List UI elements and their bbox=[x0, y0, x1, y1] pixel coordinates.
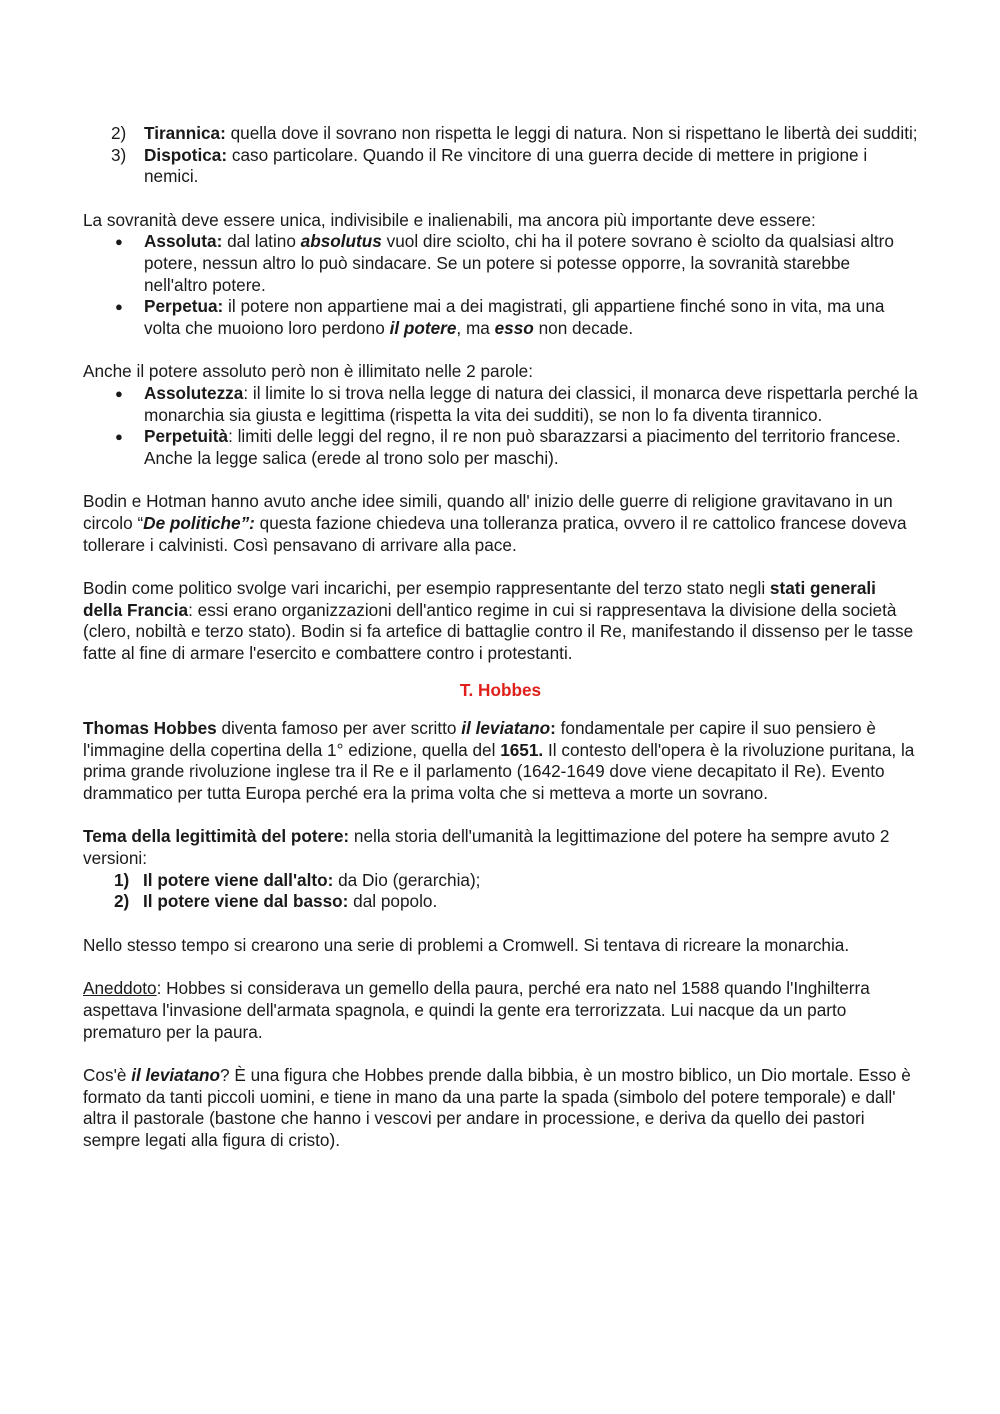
term-stati-generali: stati generali della Francia bbox=[83, 578, 876, 620]
list-number: 2) bbox=[111, 123, 127, 143]
term-legittimita: Tema della legittimità del potere: bbox=[83, 826, 350, 847]
term-absolutus: absolutus bbox=[300, 231, 382, 252]
list-number: 2) bbox=[114, 891, 130, 912]
emphasis: il potere bbox=[389, 317, 457, 338]
item-text: quella dove il sovrano non rispetta le leggi di natura. Non si rispettano le libertà dei sudditi; bbox=[225, 123, 918, 143]
text-run: : il limite lo si trova nella legge di natura dei classici, il monarca deve rispettarla perché la monarchia sia giusta e legittima (rispetta la vita dei sudditi), se non lo fa diventa tirannico. bbox=[144, 382, 918, 425]
text-run: dal popolo. bbox=[348, 891, 438, 912]
term-dispotica: Dispotica: bbox=[144, 144, 228, 165]
list-item bbox=[83, 426, 918, 469]
term-assolutezza: Assolutezza bbox=[144, 382, 244, 403]
emphasis: il leviatano bbox=[461, 718, 551, 739]
list-number: 3) bbox=[111, 144, 127, 165]
paragraph-leviatano bbox=[83, 1065, 918, 1151]
year: 1651. bbox=[500, 739, 544, 760]
text-run: Bodin e Hotman hanno avuto anche idee simili, quando all' inizio delle guerre di religione gravitavano in un circolo “ bbox=[83, 491, 893, 533]
legittimita-list bbox=[83, 870, 918, 913]
term-perpetuita: Perpetuità bbox=[144, 426, 229, 447]
document-body bbox=[83, 123, 918, 1152]
text-run: : essi erano organizzazioni dell'antico regime in cui si rappresentava la divisione della società (clero, nobiltà e terzo stato). Bodin si fa artefice di battaglie contro il Re, manifestando il dissenso per le tasse fatte al fine di armare l'esercito e combattere contro i protestanti. bbox=[83, 599, 914, 663]
text-run: nella storia dell'umanità la legittimazione del potere ha sempre avuto 2 versioni: bbox=[83, 826, 890, 869]
text-run: dal latino bbox=[222, 231, 301, 252]
term-tirannica: Tirannica: bbox=[144, 123, 226, 143]
limiti-list bbox=[83, 383, 918, 469]
list-item bbox=[83, 891, 918, 913]
term-alto: Il potere viene dall'alto: bbox=[143, 869, 334, 890]
paragraph-cromwell: Nello stesso tempo si crearono una serie di problemi a Cromwell. Si tentava di ricreare la monarchia. bbox=[83, 934, 850, 955]
text-run: Il contesto dell'opera è la rivoluzione puritana, la prima grande rivoluzione inglese tra il Re e il parlamento (1642-1649 dove viene decapitato il Re). Evento drammatico per tutta Europa perché era la prima volta che si metteva a morte un sovrano. bbox=[83, 739, 915, 803]
list-item bbox=[83, 383, 918, 426]
bullet-icon: ● bbox=[115, 385, 123, 401]
list-item bbox=[83, 296, 918, 339]
forms-list bbox=[83, 123, 918, 188]
term-assoluta: Assoluta: bbox=[144, 231, 223, 252]
paragraph-hobbes-intro bbox=[83, 718, 918, 804]
text-run: : Hobbes si considerava un gemello della paura, perché era nato nel 1588 quando l'Inghilterra aspettava l'invasione dell'armata spagnola, e quindi la gente era terrorizzata. Lui nacque da un parto prematuro per la paura. bbox=[83, 978, 870, 1042]
text-run: il potere non appartiene mai a dei magistrati, gli appartiene finché sono in vita, ma una volta che muoiono loro perdono bbox=[144, 296, 885, 338]
bullet-icon: ● bbox=[115, 429, 123, 445]
list-item bbox=[83, 145, 918, 188]
list-item bbox=[83, 231, 918, 296]
paragraph-bodin-politico bbox=[83, 578, 918, 664]
emphasis: il leviatano bbox=[131, 1065, 221, 1086]
list-item bbox=[83, 870, 918, 892]
term-perpetua: Perpetua: bbox=[144, 296, 224, 317]
bullet-icon: ● bbox=[115, 234, 123, 250]
list-item bbox=[83, 123, 918, 145]
bullet-icon: ● bbox=[115, 299, 123, 315]
sovranita-intro: La sovranità deve essere unica, indivisibile e inalienabili, ma ancora più importante deve essere: bbox=[83, 209, 816, 230]
emphasis: esso bbox=[494, 317, 534, 338]
text-run: non decade. bbox=[533, 317, 634, 338]
text-run: questa fazione chiedeva una tolleranza pratica, ovvero il re cattolico francese doveva tollerare i calvinisti. Così pensavano di arrivare alla pace. bbox=[83, 512, 907, 555]
text-run: da Dio (gerarchia); bbox=[333, 869, 481, 890]
name-hobbes: Thomas Hobbes bbox=[83, 718, 217, 739]
paragraph-bodin-hotman bbox=[83, 491, 918, 556]
emphasis: De politiche”: bbox=[143, 512, 255, 533]
label-aneddoto: Aneddoto bbox=[83, 978, 157, 999]
text-run: vuol dire sciolto, chi ha il potere sovrano è sciolto da qualsiasi altro potere, nessun altro lo può sindacare. Se un potere si potesse opporre, la sovranità starebbe nell'altro potere. bbox=[144, 231, 894, 295]
limiti-intro: Anche il potere assoluto però non è illimitato nelle 2 parole: bbox=[83, 361, 534, 382]
section-heading: T. Hobbes bbox=[459, 680, 542, 701]
text-run: : limiti delle leggi del regno, il re non può sbarazzarsi a piacimento del territorio francese. Anche la legge salica (erede al trono solo per maschi). bbox=[144, 426, 901, 468]
paragraph-legittimita bbox=[83, 826, 918, 869]
text-run: : bbox=[550, 718, 556, 739]
text-run: Bodin come politico svolge vari incarichi, per esempio rappresentante del terzo stato negli bbox=[83, 578, 770, 599]
paragraph-aneddoto bbox=[83, 978, 918, 1043]
text-run: diventa famoso per aver scritto bbox=[216, 718, 462, 739]
sovranita-list bbox=[83, 231, 918, 339]
text-run: ? È una figura che Hobbes prende dalla bibbia, è un mostro biblico, un Dio mortale. Esso è formato da tanti piccoli uomini, e tiene in mano da una parte la spada (simbolo del potere temporale) e dall' altra il pastorale (bastone che hanno i vescovi per andare in processione, e deriva da quello dei pastori sempre legati alla figura di cristo). bbox=[83, 1065, 911, 1150]
text-run: Cos'è bbox=[83, 1065, 132, 1086]
item-text: caso particolare. Quando il Re vincitore di una guerra decide di mettere in prigione i nemici. bbox=[144, 144, 868, 187]
text-run: fondamentale per capire il suo pensiero è l'immagine della copertina della 1° edizione, quella del bbox=[83, 718, 876, 760]
term-basso: Il potere viene dal basso: bbox=[143, 891, 349, 912]
text-run: , ma bbox=[456, 317, 495, 338]
list-number: 1) bbox=[114, 869, 130, 890]
